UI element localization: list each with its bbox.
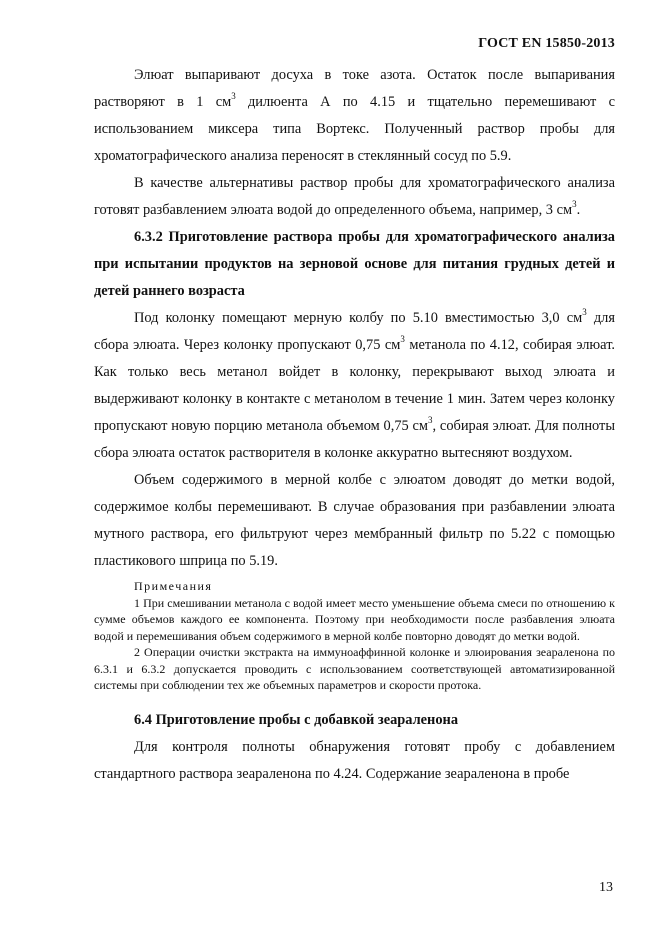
superscript: 3 xyxy=(231,91,236,101)
paragraph-spiked-sample: Для контроля полноты обнаружения готовят пробу с добавлением стандартного раствора зеараленона по 4.24. Содержание зеараленона в пробе xyxy=(94,739,615,783)
document-body xyxy=(94,62,615,788)
paragraph-evaporation xyxy=(94,62,615,170)
paragraph-text: , собирая элюат. Для полноты сбора элюата остаток растворителя в колонке аккуратно вытесняют воздухом. xyxy=(94,418,615,461)
paragraph-volumetric-flask: Объем содержимого в мерной колбе с элюатом доводят до метки водой, содержимое колбы перемешивают. В случае образования при разбавлении элюата мутного раствора, его фильтруют через мембранный фильтр по 5.22 с помощью пластикового шприца по 5.19. xyxy=(94,472,615,569)
page-number: 13 xyxy=(599,880,613,895)
superscript: 3 xyxy=(582,307,587,317)
note-1: 1 При смешивании метанола с водой имеет место уменьшение объема смеси по отношению к сумме объемов каждого ее компонента. Поэтому при необходимости после разбавления элюата водой и перемешивания объем содержимого в мерной колбе повторно доводят до метки водой. xyxy=(94,596,615,643)
section-title-6-4: 6.4 Приготовление пробы с добавкой зеараленона xyxy=(134,712,459,729)
paragraph-text: дилюента А по 4.15 и тщательно перемешивают с использованием миксера типа Вортекс. Полученный раствор пробы для хроматографического анализа переносят в стеклянный сосуд по 5.9. xyxy=(94,94,615,164)
superscript: 3 xyxy=(428,415,433,425)
paragraph-column-procedure xyxy=(94,305,615,467)
paragraph-text: Под колонку помещают мерную колбу по 5.10 вместимостью 3,0 см xyxy=(134,310,583,326)
superscript: 3 xyxy=(400,334,405,344)
document-code-header: ГОСТ EN 15850-2013 xyxy=(478,36,615,51)
paragraph-text: . xyxy=(576,202,581,218)
section-title-6-3-2: 6.3.2 Приготовление раствора пробы для хроматографического анализа при испытании продуктов на зерновой основе для питания грудных детей и детей раннего возраста xyxy=(94,229,615,299)
paragraph-text: для сбора элюата. Через колонку пропускают 0,75 см xyxy=(94,310,615,353)
paragraph-text: В качестве альтернативы раствор пробы для хроматографического анализа готовят разбавлением элюата водой до определенного объема, например, 3 см xyxy=(94,175,615,218)
paragraph-text: Элюат выпаривают досуха в токе азота. Остаток после выпаривания растворяют в 1 см xyxy=(94,67,615,110)
note-2: 2 Операции очистки экстракта на иммуноаффинной колонке и элюирования зеараленона по 6.3.1 и 6.3.2 допускается проводить с использованием соответствующей автоматизированной системы при соблюдении тех же объемных параметров и скорости протока. xyxy=(94,645,615,693)
notes-title: Примечания xyxy=(134,579,213,593)
superscript: 3 xyxy=(572,199,577,209)
paragraph-text: метанола по 4.12, собирая элюат. Как только весь метанол войдет в колонку, перекрывают выход элюата и выдерживают колонку в контакте с метанолом в течение 1 мин. Затем через колонку пропускают новую порцию метанола объемом 0,75 см xyxy=(94,337,615,434)
paragraph-alternative xyxy=(94,170,615,224)
